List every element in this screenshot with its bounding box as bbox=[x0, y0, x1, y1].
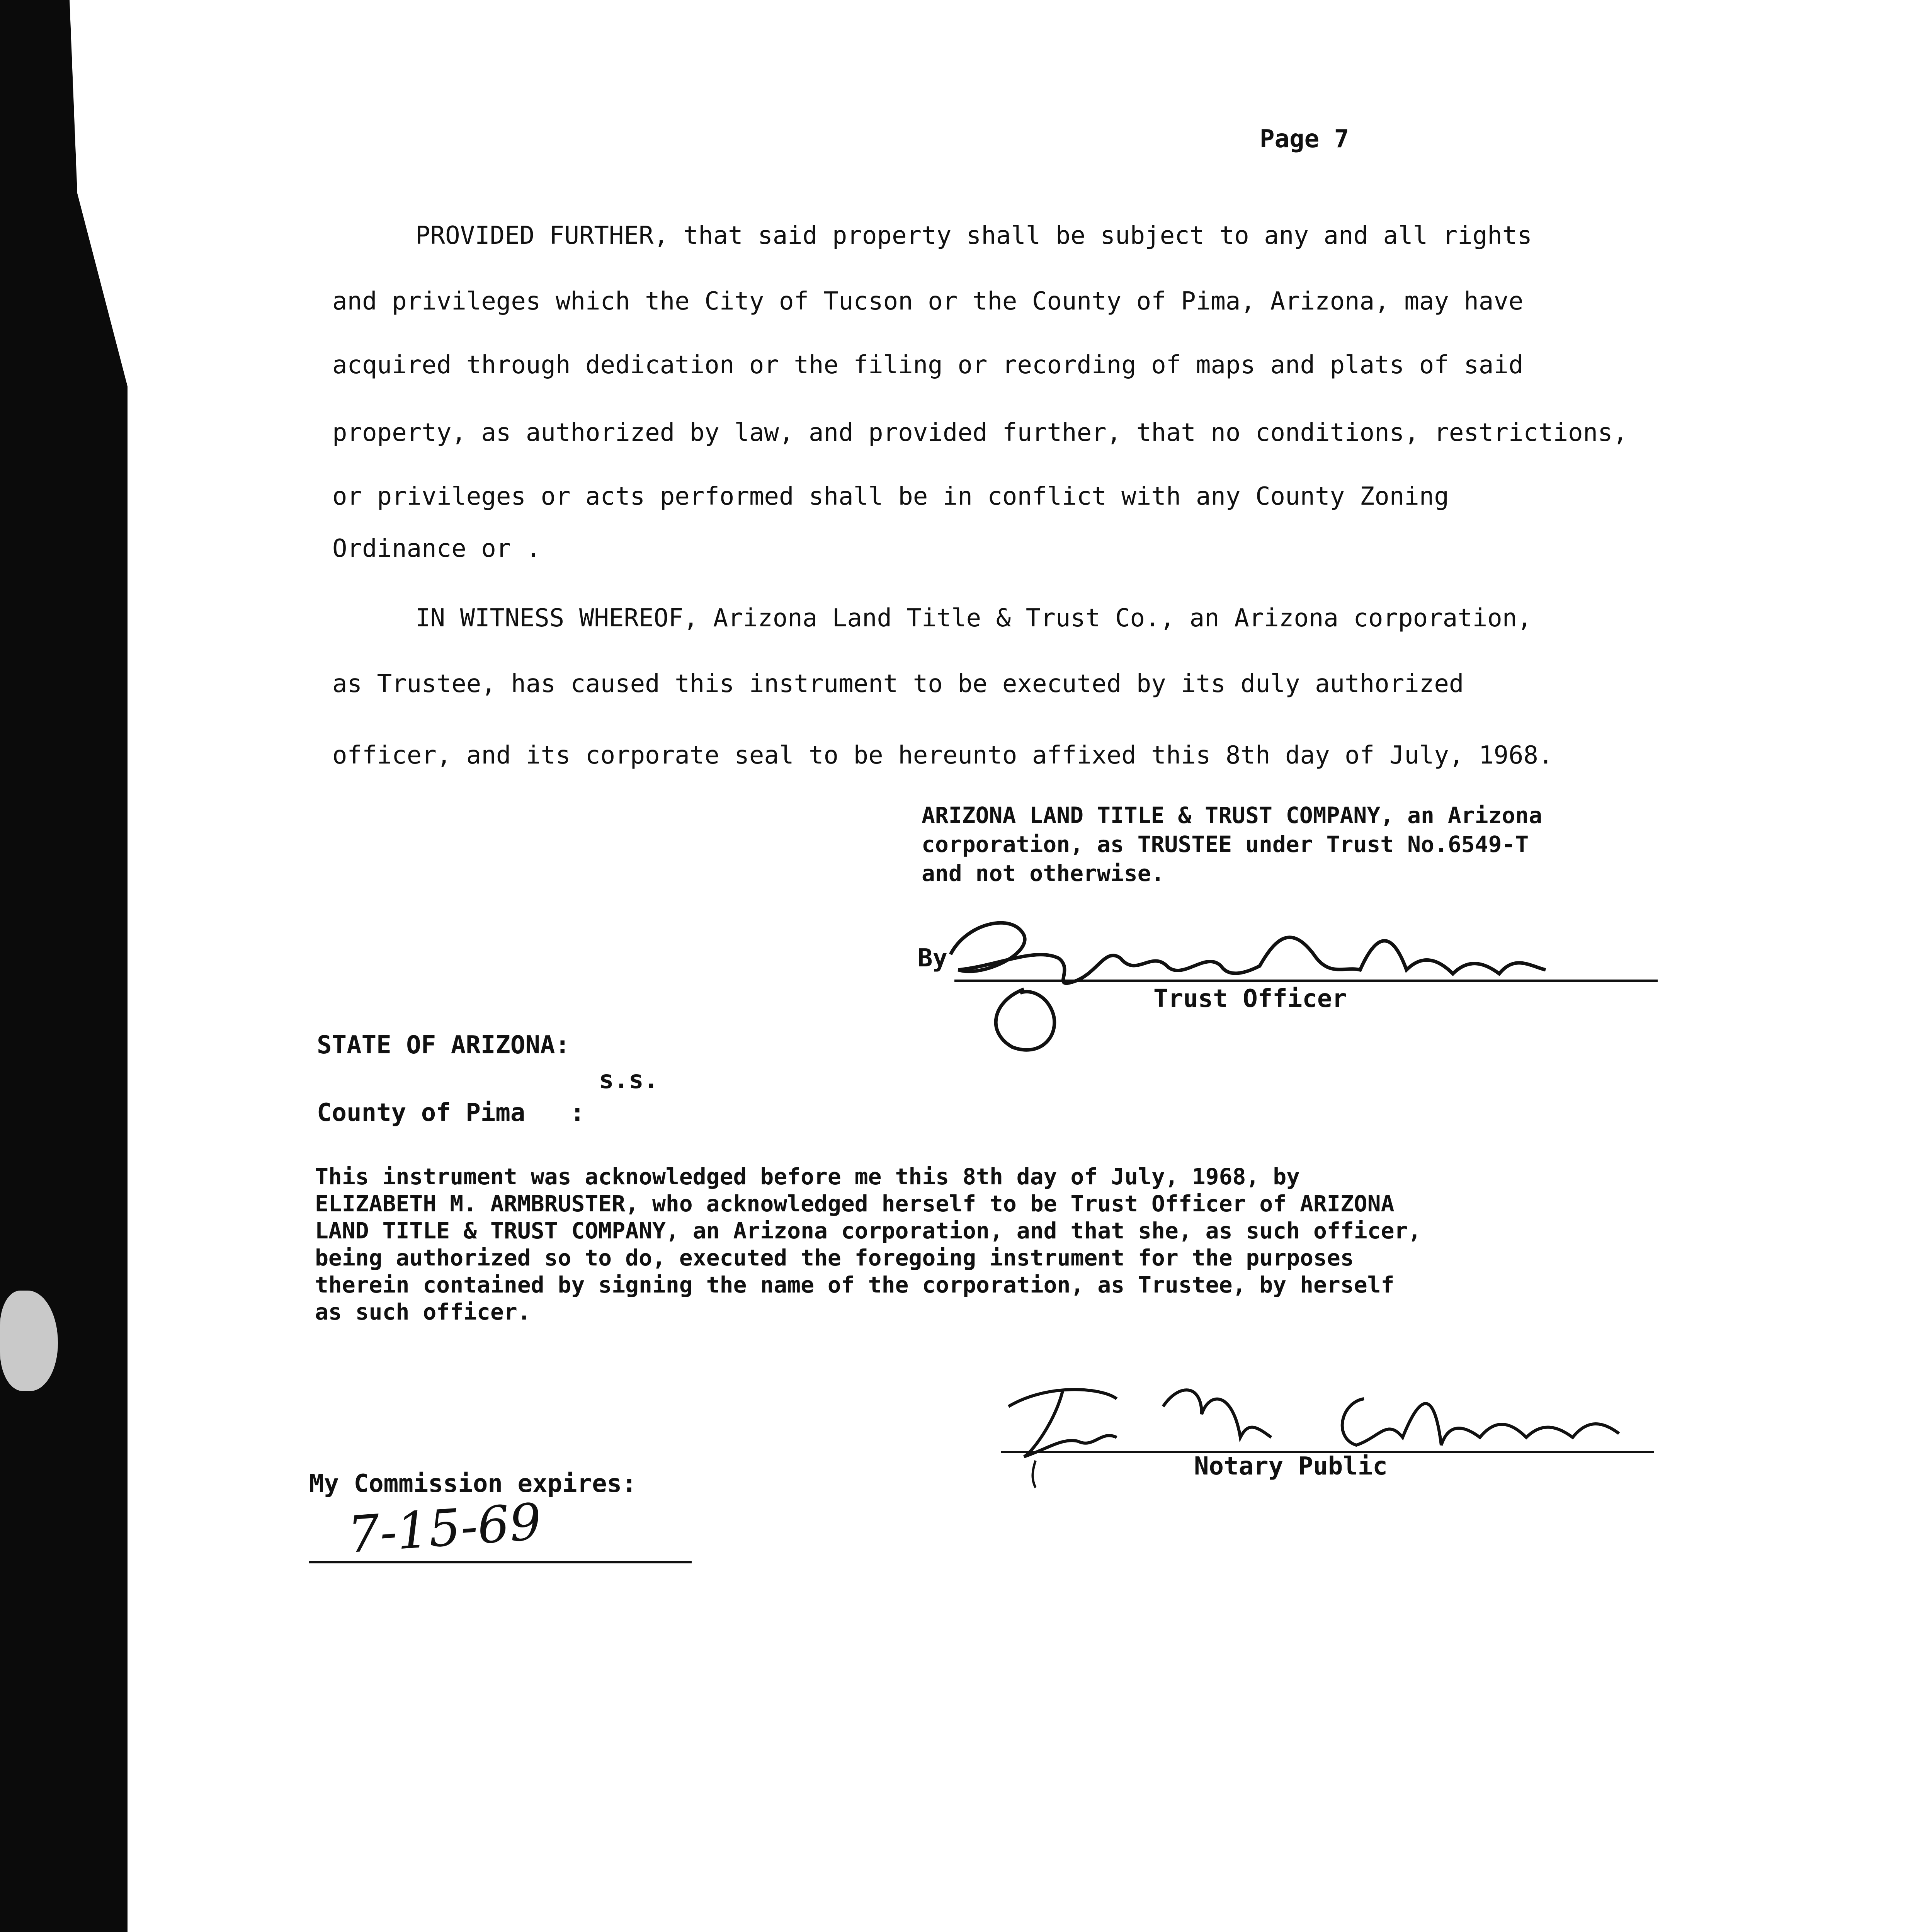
trust-officer-label: Trust Officer bbox=[1153, 985, 1347, 1013]
acknowledgment-line: ELIZABETH M. ARMBRUSTER, who acknowledged herself to be Trust Officer of ARIZONA bbox=[315, 1190, 1395, 1217]
venue-county: County of Pima : bbox=[317, 1099, 585, 1127]
by-label: By bbox=[918, 944, 948, 973]
paragraph-1-line: or privileges or acts performed shall be in conflict with any County Zoning bbox=[332, 482, 1449, 511]
commission-line bbox=[309, 1561, 692, 1563]
page-number: Page 7 bbox=[1260, 125, 1349, 153]
acknowledgment-line: being authorized so to do, executed the foregoing instrument for the purposes bbox=[315, 1245, 1354, 1271]
paragraph-1-line: Ordinance or . bbox=[332, 534, 541, 563]
trustee-line: and not otherwise. bbox=[922, 860, 1165, 886]
paragraph-1-line: PROVIDED FURTHER, that said property shall be subject to any and all rights bbox=[415, 221, 1532, 250]
commission-date: 7-15-69 bbox=[346, 1492, 544, 1565]
paragraph-1-line: and privileges which the City of Tucson or the County of Pima, Arizona, may have bbox=[332, 287, 1524, 316]
signature-line bbox=[954, 980, 1658, 982]
notary-label: Notary Public bbox=[1194, 1452, 1388, 1481]
paragraph-2-line: as Trustee, has caused this instrument to be executed by its duly authorized bbox=[332, 670, 1464, 698]
venue-ss: s.s. bbox=[599, 1066, 659, 1094]
acknowledgment-line: therein contained by signing the name of the corporation, as Trustee, by herself bbox=[315, 1272, 1395, 1298]
acknowledgment-line: LAND TITLE & TRUST COMPANY, an Arizona corporation, and that she, as such officer, bbox=[315, 1218, 1422, 1244]
paragraph-1-line: acquired through dedication or the filing or recording of maps and plats of said bbox=[332, 351, 1524, 379]
venue-state: STATE OF ARIZONA: bbox=[317, 1031, 570, 1060]
trustee-line: ARIZONA LAND TITLE & TRUST COMPANY, an Arizona bbox=[922, 802, 1543, 828]
paragraph-1-line: property, as authorized by law, and provided further, that no conditions, restrictions, bbox=[332, 418, 1628, 447]
acknowledgment-line: This instrument was acknowledged before me this 8th day of July, 1968, by bbox=[315, 1163, 1300, 1190]
trustee-line: corporation, as TRUSTEE under Trust No.6549-T bbox=[922, 831, 1529, 857]
scan-edge-shadow bbox=[0, 0, 128, 1932]
paragraph-2-line: IN WITNESS WHEREOF, Arizona Land Title & Trust Co., an Arizona corporation, bbox=[415, 604, 1532, 633]
trust-officer-signature bbox=[935, 877, 1669, 1070]
paragraph-2-line: officer, and its corporate seal to be hereunto affixed this 8th day of July, 1968. bbox=[332, 741, 1553, 770]
acknowledgment-line: as such officer. bbox=[315, 1299, 531, 1325]
commission-label: My Commission expires: bbox=[309, 1469, 637, 1498]
